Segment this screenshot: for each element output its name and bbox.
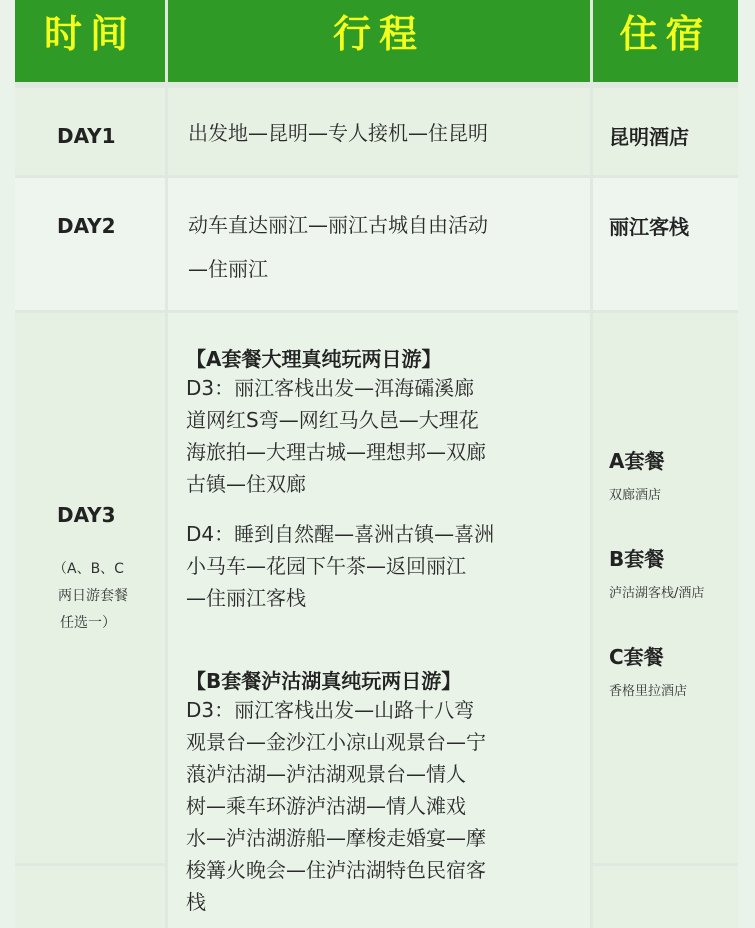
- day1-label: DAY1: [57, 124, 116, 148]
- package-a-line: 海旅拍—大理古城—理想邦—双廊: [186, 440, 486, 464]
- day2-hotel-cell: [593, 178, 738, 310]
- day1-hotel-cell: [593, 88, 738, 175]
- package-a-line: D3：丽江客栈出发—洱海礵溪廊: [186, 376, 475, 400]
- package-b-line: 蒗泸沽湖—泸沽湖观景台—情人: [186, 762, 466, 786]
- package-b-line: 梭篝火晚会—住泸沽湖特色民宿客: [186, 858, 486, 882]
- day2-hotel: 丽江客栈: [609, 215, 689, 239]
- package-a: [186, 343, 494, 614]
- day1-route: 出发地—昆明—专人接机—住昆明: [188, 121, 488, 145]
- day3-time-cell-cont: [15, 866, 165, 928]
- package-a-line: 古镇—住双廊: [186, 472, 306, 496]
- day2-route-line2: —住丽江: [188, 257, 268, 281]
- package-a-line: 小马车—花园下午茶—返回丽江: [186, 554, 466, 578]
- package-b-line: 栈: [186, 890, 206, 914]
- day2-label: DAY2: [57, 214, 116, 238]
- day3-note-line2: 两日游套餐: [58, 588, 128, 604]
- day3-note-line1: （A、B、C: [53, 561, 124, 577]
- day3-note-line3: 任选一）: [60, 615, 116, 631]
- option-a-name: A套餐: [609, 449, 665, 473]
- day3-time-cell: [15, 313, 165, 863]
- day3-route-cell: [168, 313, 590, 928]
- header-lodging: [593, 0, 738, 82]
- header-itinerary: [168, 0, 590, 82]
- option-a-hotel: 双廊酒店: [609, 488, 662, 503]
- day1-hotel: 昆明酒店: [609, 125, 689, 149]
- header-itinerary-label: 行程: [332, 12, 425, 56]
- package-a-line: D4：睡到自然醒—喜洲古镇—喜洲: [186, 522, 495, 546]
- package-a-line: 道网红S弯—网红马久邑—大理花: [186, 408, 479, 432]
- package-a-title: 【A套餐大理真纯玩两日游】: [186, 347, 442, 371]
- option-c-hotel: 香格里拉酒店: [609, 684, 688, 699]
- header-lodging-label: 住宿: [619, 12, 712, 56]
- header-time-label: 时间: [43, 12, 136, 56]
- package-a-line: —住丽江客栈: [186, 586, 306, 610]
- day2-route-cell: [168, 178, 590, 310]
- option-b-hotel: 泸沽湖客栈/酒店: [609, 586, 705, 601]
- package-b-line: 水—泸沽湖游船—摩梭走婚宴—摩: [186, 826, 486, 850]
- day2-route-line1: 动车直达丽江—丽江古城自由活动: [188, 213, 488, 237]
- day3-hotel-cell-cont: [593, 866, 738, 928]
- option-a: [609, 445, 664, 503]
- package-b-line: 树—乘车环游泸沽湖—情人滩戏: [186, 794, 466, 818]
- option-b: [609, 543, 704, 601]
- package-b: [186, 665, 486, 918]
- option-c-name: C套餐: [609, 645, 664, 669]
- day1-time-cell: [15, 88, 165, 175]
- day3-label: DAY3: [57, 503, 116, 527]
- package-b-title: 【B套餐泸沽湖真纯玩两日游】: [186, 669, 462, 693]
- package-b-line: D3：丽江客栈出发—山路十八弯: [186, 698, 475, 722]
- day2-time-cell: [15, 178, 165, 310]
- day3-hotel-cell: [593, 313, 738, 863]
- day1-route-cell: [168, 88, 590, 175]
- option-c: [609, 641, 687, 699]
- package-b-line: 观景台—金沙江小凉山观景台—宁: [186, 730, 486, 754]
- header-time: [15, 0, 165, 82]
- option-b-name: B套餐: [609, 547, 665, 571]
